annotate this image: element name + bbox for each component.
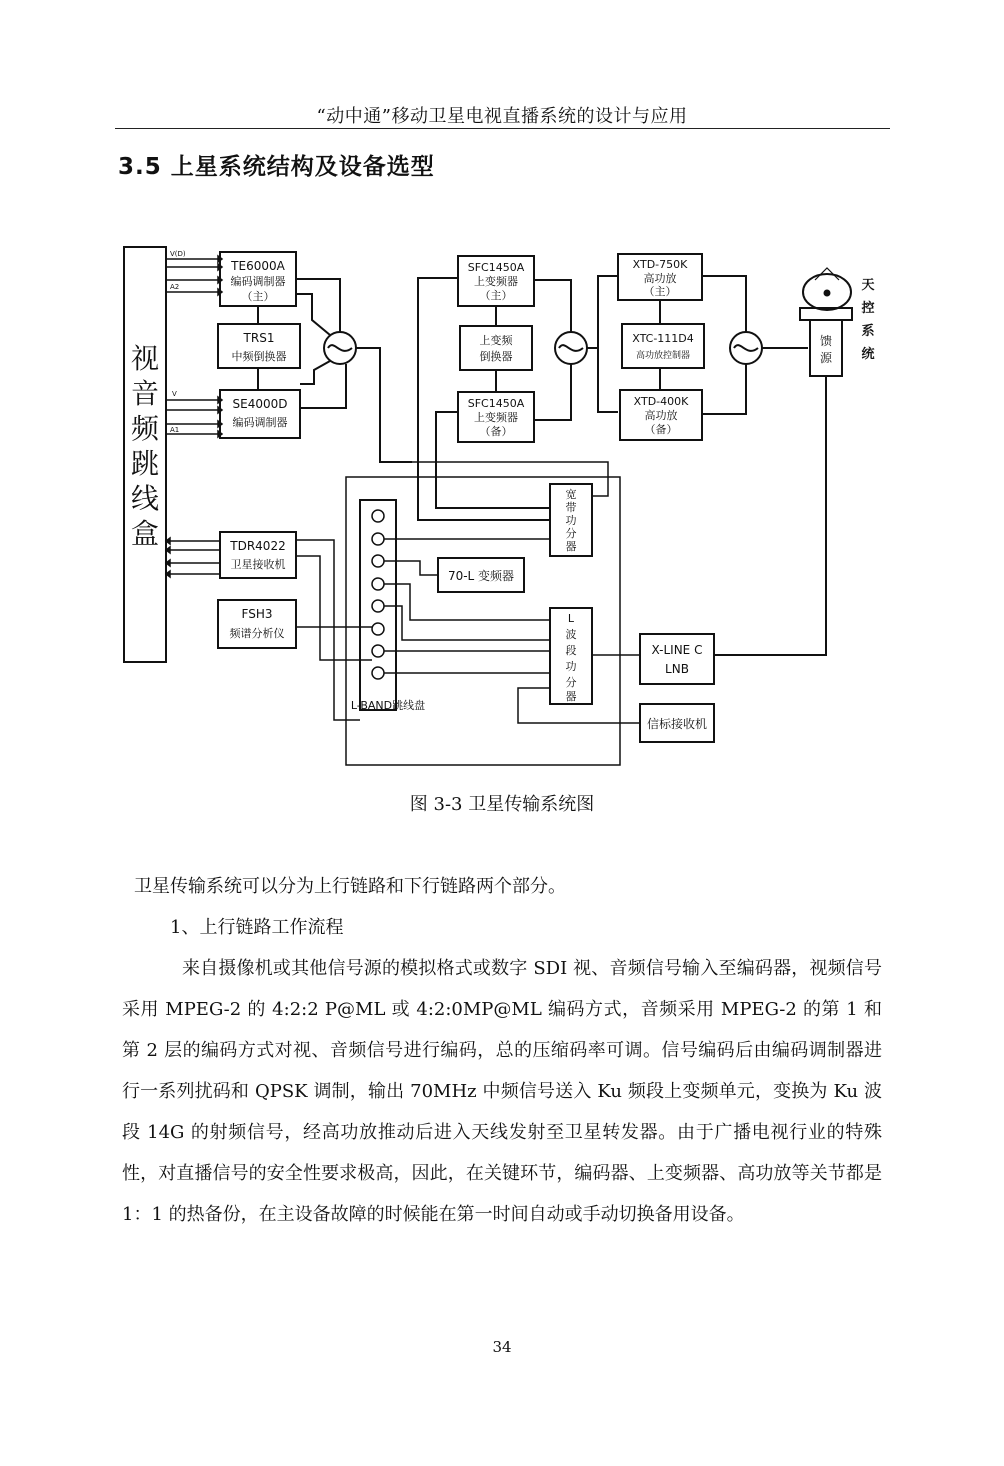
switch-symbol-1 (324, 332, 356, 364)
upconverter-switch (460, 326, 532, 370)
l-band-divider-char: 段 (565, 644, 577, 657)
signal-label-a2: A2 (170, 283, 180, 291)
te6000a-encoder-main (220, 252, 296, 306)
te6000a-model: TE6000A (231, 259, 285, 273)
running-header: “动中通”移动卫星电视直播系统的设计与应用 (316, 106, 688, 127)
fsh3-spectrum-analyzer (218, 600, 296, 648)
se4000d-inputs (166, 390, 222, 437)
body-intro: 卫星传输系统可以分为上行链路和下行链路两个部分。 (134, 876, 566, 897)
antenna-label-char: 天 (861, 278, 875, 293)
l-band-divider-char: L (567, 612, 575, 625)
fsh3-model: FSH3 (241, 607, 273, 621)
switch-symbol-2 (555, 332, 587, 364)
figure-caption: 图 3-3 卫星传输系统图 (409, 794, 595, 815)
sfc-backup-model: SFC1450A (467, 397, 525, 410)
te6000a-type: 编码调制器 (230, 275, 286, 288)
l-band-divider-char: 分 (565, 676, 577, 689)
fsh3-type: 频谱分析仪 (229, 627, 285, 640)
sfc1450a-upconverter-backup (458, 392, 534, 442)
av-patch-panel (124, 247, 166, 662)
xtd400k-role: （备） (644, 423, 678, 436)
xtd750k-role: （主） (643, 285, 677, 298)
trs1-type: 中频倒换器 (231, 350, 287, 363)
body-subheading: 1、上行链路工作流程 (170, 917, 344, 938)
xtd400k-type: 高功放 (644, 409, 678, 422)
trs1-model: TRS1 (243, 331, 275, 345)
l-band-divider-char: 波 (565, 628, 577, 641)
patch-connections (296, 539, 640, 723)
patch-panel-char: 音 (130, 377, 160, 410)
switch-symbol-3 (730, 332, 762, 364)
page-number: 34 (492, 1338, 512, 1356)
se4000d-encoder-backup (220, 390, 300, 438)
l-band-divider-char: 器 (565, 690, 577, 703)
trs1-if-switch (218, 324, 300, 368)
antenna-label-char: 系 (861, 324, 875, 339)
xtd750k-type: 高功放 (643, 272, 677, 285)
te6000a-inputs (166, 250, 222, 295)
upconv-switch-line1: 上变频 (479, 334, 513, 347)
te6000a-role: （主） (241, 290, 275, 303)
wideband-divider-char: 器 (565, 540, 577, 553)
xtc111d4-model: XTC-111D4 (632, 332, 694, 345)
feed-char: 源 (819, 351, 833, 365)
l-band-patch-label: L-BAND跳线盘 (350, 699, 426, 712)
section-heading: 3.5 上星系统结构及设备选型 (118, 154, 435, 180)
antenna-dish (800, 268, 875, 376)
beacon-receiver-label: 信标接收机 (646, 717, 708, 731)
tdr4022-satellite-receiver (220, 532, 296, 578)
sfc1450a-upconverter-main (458, 256, 534, 306)
xtd400k-model: XTD-400K (633, 395, 689, 408)
xtc111d4-type: 高功放控制器 (635, 351, 691, 361)
wideband-divider-char: 宽 (565, 488, 577, 501)
sfc-main-model: SFC1450A (467, 261, 525, 274)
signal-label-v: V (172, 390, 177, 398)
sfc-main-role: （主） (479, 289, 513, 302)
patch-panel-char: 频 (130, 412, 160, 445)
tdr4022-type: 卫星接收机 (230, 558, 286, 571)
patch-panel-char: 盒 (130, 517, 160, 550)
lnb-model: X-LINE C (651, 643, 703, 657)
patch-panel-char: 跳 (130, 447, 160, 480)
sfc-backup-type: 上变频器 (474, 411, 518, 424)
wideband-divider-char: 功 (565, 514, 577, 527)
lnb-type: LNB (665, 662, 689, 676)
l-band-divider (550, 608, 592, 704)
signal-label-vd: V(D) (170, 250, 186, 258)
tdr4022-outputs (166, 538, 220, 577)
xtd750k-model: XTD-750K (632, 258, 688, 271)
patch-panel-char: 线 (130, 482, 160, 515)
antenna-label-char: 控 (861, 301, 875, 316)
xtd400k-hpa-backup (620, 390, 702, 440)
patch-panel-char: 视 (130, 342, 160, 375)
body-paragraph: 来自摄像机或其他信号源的模拟格式或数字 SDI 视、音频信号输入至编码器，视频信号采用 MPEG-2 的 4:2:2 P@ML 或 4:2:0MP@ML 编码方式，音频采用 MPEG-2 的第 1 和第 2 层的编码方式对视、音频信号进行编码，总的压缩码率可调。信号编码后由编码调制器进行一系列扰码和 QPSK 调制，输出 70MHz 中频信号送入 Ku 频段上变频单元，变换为 Ku 波段 14G 的射频信号，经高功放推动后进入天线发射至卫星转发器。由于广播电视行业的特殊性，对直播信号的安全性要求极高，因此，在关键环节，编码器、上变频器、高功放等关节都是 1：1 的热备份，在主设备故障的时候能在第一时间自动或手动切换备用设备。 (122, 958, 882, 1225)
antenna-label-char: 统 (861, 347, 875, 362)
signal-label-a1: A1 (170, 426, 180, 434)
se4000d-type: 编码调制器 (232, 416, 288, 429)
feed-char: 馈 (819, 334, 833, 348)
sfc-main-type: 上变频器 (474, 275, 518, 288)
tdr4022-model: TDR4022 (230, 539, 286, 553)
xtd750k-hpa-main (618, 254, 702, 300)
upconv-switch-line2: 倒换器 (479, 350, 513, 363)
l-band-divider-char: 功 (565, 660, 577, 673)
wideband-divider (550, 484, 592, 556)
converter-70l (438, 558, 524, 592)
se4000d-model: SE4000D (232, 397, 288, 411)
converter-70l-label: 70-L 变频器 (447, 569, 515, 583)
beacon-receiver (640, 704, 714, 742)
xtc111d4-hpa-controller (622, 324, 704, 368)
wideband-divider-char: 带 (565, 501, 577, 514)
wideband-divider-char: 分 (565, 527, 577, 540)
sfc-backup-role: （备） (479, 425, 513, 438)
x-line-c-lnb (640, 634, 714, 684)
